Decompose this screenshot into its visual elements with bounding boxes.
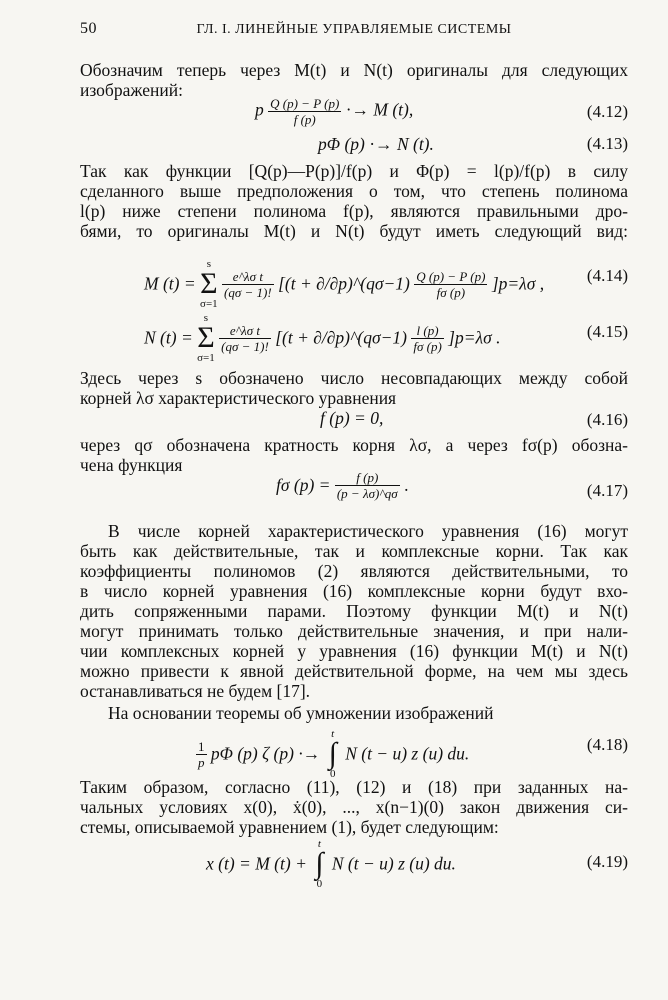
fraction xyxy=(196,739,207,770)
text-line: Так как функции [Q(p)—P(p)]/f(p) и Φ(p) = l(p)/f(p) в силу xyxy=(80,161,628,181)
denominator: (qσ − 1)! xyxy=(221,338,269,354)
numerator: 1 xyxy=(198,738,205,754)
text-line: Обозначим теперь через M(t) и N(t) оригиналы для следующих xyxy=(80,60,628,80)
text-line: На основании теоремы об умножении изображений xyxy=(108,703,494,723)
sum-symbol: Σ xyxy=(200,267,218,300)
numerator: e^λσ t xyxy=(232,268,263,284)
integral-sign: t ∫ 0 xyxy=(328,728,337,780)
numerator: f (p) xyxy=(356,470,379,485)
lhs: M (t) = xyxy=(144,273,196,294)
sum-lower: σ=1 xyxy=(197,352,215,364)
text-line: стемы, описываемой уравнением (1), будет следующим: xyxy=(80,817,499,837)
denominator: fσ (p) xyxy=(413,338,442,354)
integral-sign: t ∫ 0 xyxy=(315,838,324,890)
equation-number: (4.14) xyxy=(586,266,628,285)
text-line: l(p) ниже степени полинома f(p), являются правильными дро- xyxy=(80,201,628,221)
lhs: N (t) = xyxy=(144,327,193,348)
fraction xyxy=(219,323,271,354)
denominator: (p − λσ)^qσ xyxy=(336,486,398,501)
equation-4-17 xyxy=(276,470,408,501)
text-line: чии комплексных корней у уравнения (16) функции M(t) и N(t) xyxy=(80,641,628,661)
text-line: Таким образом, согласно (11), (12) и (18) при заданных на- xyxy=(80,777,628,797)
punctuation: . xyxy=(404,475,409,495)
equation-4-18 xyxy=(196,728,469,780)
sum-sign xyxy=(200,258,218,310)
integrand: N (t − u) z (u) du. xyxy=(345,743,470,764)
page-number: 50 xyxy=(80,20,97,37)
integral-upper: t xyxy=(317,838,321,850)
text-line: чальных условиях x(0), ẋ(0), ..., x(n−1)(0) закон движения си- xyxy=(80,797,628,817)
integral-upper: t xyxy=(331,728,335,740)
rhs: N (t). xyxy=(396,134,434,154)
operator: [(t + ∂/∂p)^(qσ−1) xyxy=(278,273,410,294)
lhs: fσ (p) = xyxy=(276,475,331,495)
equation-4-12 xyxy=(255,96,413,127)
operator: [(t + ∂/∂p)^(qσ−1) xyxy=(275,327,407,348)
sum-symbol: Σ xyxy=(197,321,215,354)
rhs: M (t), xyxy=(373,99,414,120)
text-line: сделанного выше предположения о том, что степень полинома xyxy=(80,181,628,201)
text-line: бями, то оригиналы M(t) и N(t) будут иметь следующий вид: xyxy=(80,221,628,241)
equation-4-13 xyxy=(318,134,434,155)
text-line: корней λσ характеристического уравнения xyxy=(80,388,397,408)
numerator: l (p) xyxy=(416,322,439,338)
denominator: f (p) xyxy=(268,111,341,127)
fraction xyxy=(411,323,443,354)
equation-number: (4.19) xyxy=(586,852,628,871)
equation-number: (4.16) xyxy=(586,410,628,429)
text-line: коэффициенты полиномов (2) являются действительными, то xyxy=(80,561,628,581)
text-line: Здесь через s обозначено число несовпадающих между собой xyxy=(80,368,628,388)
text-line: изображений: xyxy=(80,80,183,100)
fraction xyxy=(335,470,400,501)
equation-4-15 xyxy=(144,312,501,364)
arrow: ·→ xyxy=(369,134,393,154)
equation-number: (4.17) xyxy=(586,481,628,500)
equation-4-19 xyxy=(206,838,456,890)
text-line: В числе корней характеристического уравнения (16) могут xyxy=(108,521,628,541)
text-line: чена функция xyxy=(80,455,183,475)
running-header xyxy=(80,20,628,44)
numerator: Q (p) − P (p) xyxy=(416,268,486,284)
sum-lower: σ=1 xyxy=(200,298,218,310)
equation-number: (4.12) xyxy=(586,102,628,121)
numerator: e^λσ t xyxy=(229,322,261,338)
integral-lower: 0 xyxy=(316,878,323,890)
equation-number: (4.13) xyxy=(586,134,628,153)
lhs: pΦ (p) xyxy=(318,134,365,154)
chapter-title: ГЛ. I. ЛИНЕЙНЫЕ УПРАВЛЯЕМЫЕ СИСТЕМЫ xyxy=(196,22,512,37)
sum-upper: s xyxy=(203,312,209,324)
text-line: можно привести к явной действительной форме, на чем мы здесь xyxy=(80,661,628,681)
eq-token: p xyxy=(255,99,264,120)
text-line: через qσ обозначена кратность корня λσ, а через fσ(p) обозна- xyxy=(80,435,628,455)
denominator: p xyxy=(198,754,205,770)
text-line: могут принимать только действительные значения, и при нали- xyxy=(80,621,628,641)
sum-sign xyxy=(197,312,215,364)
text-line: быть как действительные, так и комплексные корни. Так как xyxy=(80,541,628,561)
equation-number: (4.18) xyxy=(586,735,628,754)
equation-number: (4.15) xyxy=(586,322,628,341)
fraction xyxy=(268,96,341,127)
denominator: fσ (p) xyxy=(414,284,487,300)
lhs: pΦ (p) ζ (p) ·→ xyxy=(210,743,321,764)
text-line: в число корней уравнения (16) комплексные корни будут вхо- xyxy=(80,581,628,601)
lhs: x (t) = M (t) + xyxy=(206,853,307,874)
equation-4-14 xyxy=(144,258,544,310)
text-line: останавливаться не будем [17]. xyxy=(80,681,311,701)
integral-lower: 0 xyxy=(329,768,336,780)
sum-upper: s xyxy=(206,258,211,270)
numerator: Q (p) − P (p) xyxy=(270,96,340,111)
fraction xyxy=(414,269,487,300)
denominator: (qσ − 1)! xyxy=(224,284,272,300)
evaluation: ]p=λσ . xyxy=(448,327,501,348)
equation-4-16: f (p) = 0, xyxy=(320,408,384,428)
fraction xyxy=(222,269,274,300)
evaluation: ]p=λσ , xyxy=(491,273,545,294)
integrand: N (t − u) z (u) du. xyxy=(331,853,456,874)
text-line: дить сопряженными парами. Поэтому функции M(t) и N(t) xyxy=(80,601,628,621)
arrow: ·→ xyxy=(345,99,370,120)
